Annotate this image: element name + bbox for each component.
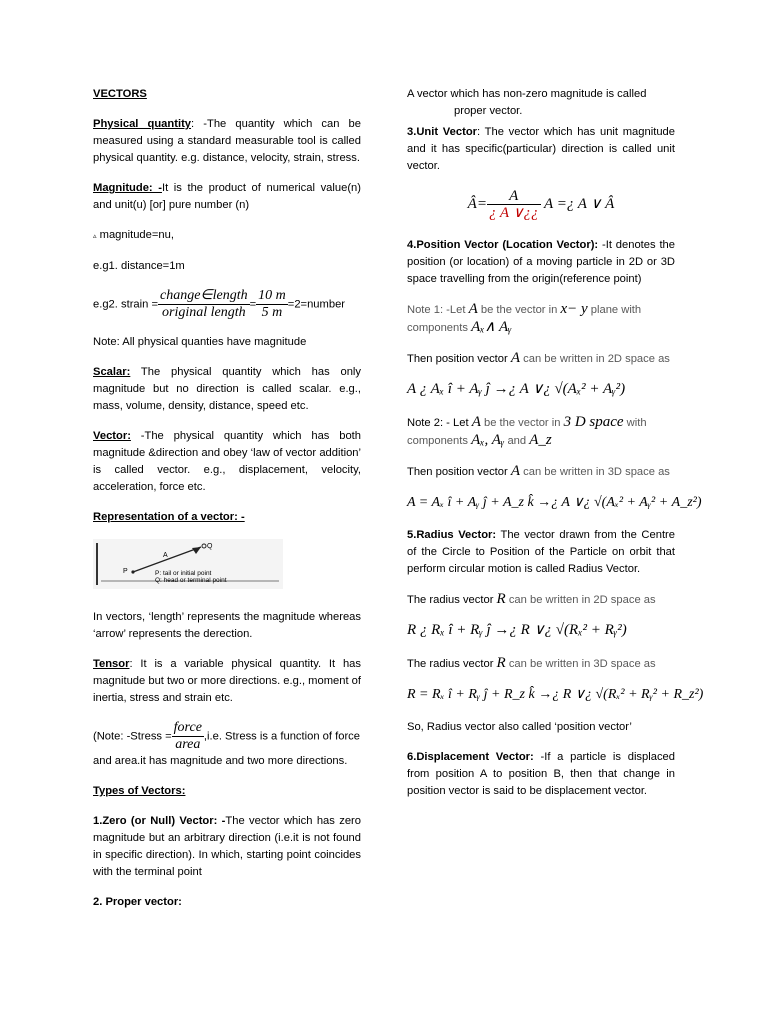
radius-vector-paragraph: 5.Radius Vector: The vector drawn from the Centre of the Circle to Position of the Particle on orbit that perform circular motion is called Radius Vector. bbox=[407, 529, 675, 575]
zero-vector-paragraph: 1.Zero (or Null) Vector: -The vector which has zero magnitude but an arbitrary direction (i.e.it is not found in specific direction). In which, starting point coincides with the terminal point bbox=[93, 815, 361, 878]
label-p: P bbox=[123, 568, 128, 575]
right-column bbox=[407, 86, 704, 813]
legend-p: P: tail or initial point bbox=[155, 570, 212, 577]
then-3d-paragraph: Then position vector A can be written in 3D space as bbox=[407, 463, 670, 479]
note-2: Note 2: - Let A be the vector in 3 D space with components Aₓ, Aᵧ and A_z bbox=[407, 414, 647, 448]
strain-fraction-2: $\frac{10 m}{5 m}$ bbox=[258, 288, 286, 320]
radius-2d-equation: R ¿ Rₓ î + Rᵧ ĵ →¿ R ∨¿ √(Rₓ² + Rᵧ²) bbox=[407, 622, 627, 638]
position-2d-equation: A ¿ Aₓ î + Aᵧ ĵ →¿ A ∨¿ √(Aₓ² + Aᵧ²) bbox=[407, 381, 626, 397]
representation-heading: Representation of a vector: - bbox=[93, 511, 245, 523]
left-column bbox=[93, 86, 361, 924]
vector-arrow-figure bbox=[93, 539, 283, 589]
length-paragraph: In vectors, ‘length’ represents the magnitude whereas ‘arrow’ represents the derection. bbox=[93, 611, 361, 640]
radius-3d-equation: R = Rₓ î + Rᵧ ĵ + R_z k̂ →¿ R ∨¿ √(Rₓ² + Rᵧ² + R_z²) bbox=[407, 687, 704, 702]
example-2: e.g2. strain = $\frac{\text{change∈length}}{\text{original length}}$ = $\frac{10 m}{5 m}$ =2=number bbox=[93, 288, 346, 320]
note-1: Note 1: -Let A be the vector in x− y plane with components Aₓ∧ Aᵧ bbox=[407, 301, 642, 335]
tensor-paragraph: Tensor: It is a variable physical quantity. It has magnitude but two or more directions. e.g., moment of inertia, stress and strain etc. bbox=[93, 658, 362, 704]
proper-vector-paragraph: A vector which has non-zero magnitude is called proper vector. bbox=[407, 88, 647, 117]
page-title: VECTORS bbox=[93, 88, 147, 100]
then-2d-paragraph: Then position vector A can be written in 2D space as bbox=[407, 350, 670, 366]
magnitude-paragraph: Magnitude: -It is the product of numerical value(n) and unit(u) [or] pure number (n) bbox=[93, 182, 361, 211]
stress-note: (Note: -Stress = $\frac{\text{force}}{\text{area}}$ ,i.e. Stress is a function of force and area.it has magnitude and two more directions. bbox=[93, 720, 360, 767]
displacement-vector-paragraph: 6.Displacement Vector: -If a particle is displaced from position A to position B, then that change in position vector is said to be displacement vector. bbox=[407, 751, 675, 797]
so-radius-paragraph: So, Radius vector also called ‘position vector’ bbox=[407, 721, 632, 733]
types-heading: Types of Vectors: bbox=[93, 785, 186, 797]
tail-point bbox=[131, 570, 134, 573]
unit-vector-paragraph: 3.Unit Vector: The vector which has unit magnitude and it has specific(particular) direction is called unit vector. bbox=[407, 126, 675, 172]
strain-fraction-1: $\frac{\text{change∈length}}{\text{original length}}$ bbox=[160, 288, 248, 320]
vector-paragraph: Vector: -The physical quantity which has both magnitude &direction and obey ‘law of vector addition’ is called vector. e.g., displacement, velocity, acceleration, force etc. bbox=[93, 430, 361, 493]
unit-vector-fraction: $\frac{A}{¿ A \vee¿¿}$ bbox=[488, 188, 539, 221]
unit-vector-equation: Â= $\frac{A}{¿ A \vee¿¿}$ A =¿ A ∨ Â bbox=[467, 188, 615, 221]
label-q: Q bbox=[207, 543, 213, 550]
legend-q: Q: head or terminal point bbox=[155, 577, 227, 584]
position-3d-equation: A = Aₓ î + Aᵧ ĵ + A_z k̂ →¿ A ∨¿ √(Aₓ² + Aᵧ² + A_z²) bbox=[407, 495, 702, 510]
position-vector-paragraph: 4.Position Vector (Location Vector): -It denotes the position (or location) of a moving particle in 2D or 3D space travelling from the origin(reference point) bbox=[407, 239, 675, 285]
note-magnitude: Note: All physical quanties have magnitude bbox=[93, 336, 307, 348]
stress-fraction: $\frac{\text{force}}{\text{area}}$ bbox=[173, 720, 202, 752]
radius-2d-paragraph: The radius vector R can be written in 2D space as bbox=[407, 591, 656, 607]
bullet-icon: ▵ bbox=[93, 233, 97, 240]
physical-quantity-paragraph: Physical quantity: -The quantity which can be measured using a standard measurable tool is called physical quantity. e.g. distance, velocity, strain, stress. bbox=[93, 118, 362, 164]
vector-diagram bbox=[93, 539, 361, 595]
magnitude-formula: ▵ magnitude=nu, bbox=[93, 229, 174, 241]
example-1: e.g1. distance=1m bbox=[93, 260, 185, 272]
scalar-paragraph: Scalar: The physical quantity which has only magnitude but no direction is called scalar. e.g., mass, volume, density, distance, speed etc. bbox=[93, 366, 361, 412]
radius-3d-paragraph: The radius vector R can be written in 3D space as bbox=[407, 655, 656, 671]
label-a: A bbox=[163, 552, 168, 559]
proper-vector-heading: 2. Proper vector: bbox=[93, 896, 182, 908]
